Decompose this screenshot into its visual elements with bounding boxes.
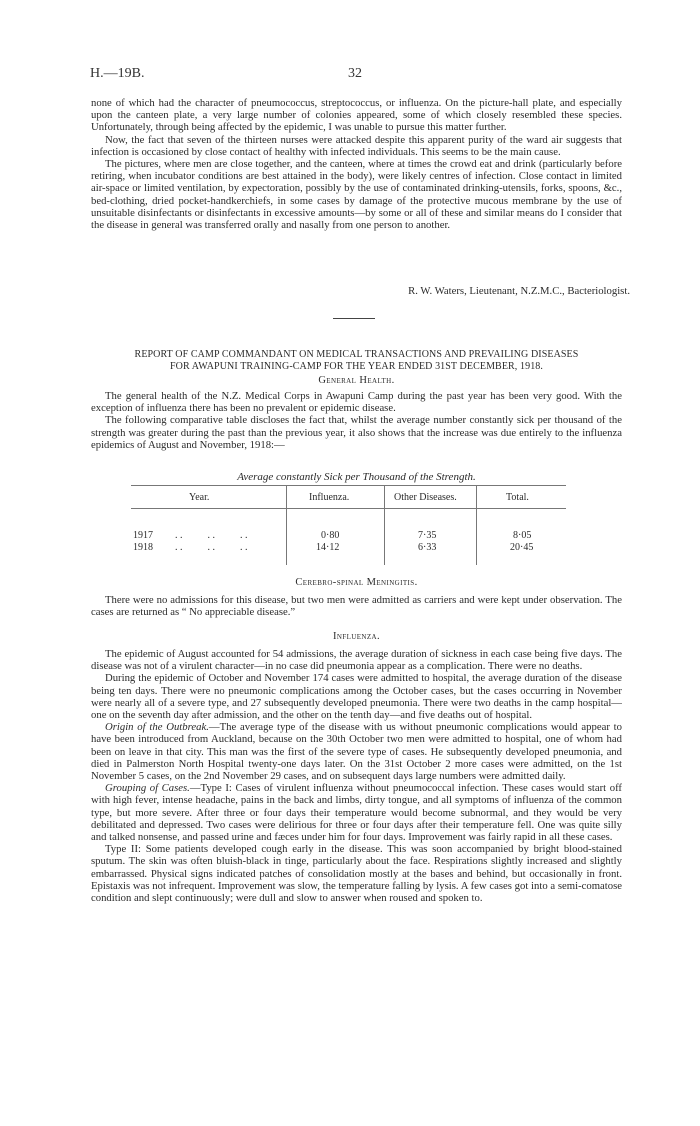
paragraph <box>91 782 622 843</box>
row-other-diseases: 7·35 <box>418 530 437 541</box>
section-divider <box>333 318 375 319</box>
row-total: 8·05 <box>513 530 532 541</box>
paragraph: Now, the fact that seven of the thirteen nurses were attacked despite this apparent purity of the ward air suggests that infection is occasioned by close contact of healthy with infected individuals. This seems to be the main cause. <box>91 133 622 158</box>
page-header <box>90 68 630 84</box>
paragraph: During the epidemic of October and November 174 cases were admitted to hospital, the average duration of the disease being ten days. There were no pneumonic complications among the October cases, but the cases occurring in November were nearly all of a severe type, and 27 subsequently developed pneumonia. There were two deaths in the camp hospital—one on the seventh day after admission, and the other on the tenth day—and five deaths out of hospital. <box>91 672 622 722</box>
row-year: 1917 <box>133 530 153 541</box>
signature: R. W. Waters, Lieutenant, N.Z.M.C., Bacteriologist. <box>408 285 630 297</box>
column-header-other-diseases: Other Diseases. <box>394 492 457 503</box>
grouping-text: —Type I: Cases of virulent influenza without pneumococcal infection. These cases would start off with high fever, intense headache, pains in the back and limbs, dirty tongue, and all symptoms of influenza of the common type, but more severe. After three or four days their temperature would become subnormal, and they would be very debilitated and depressed. Two cases were delirious for three or four days after their temperature fell. One was quite silly and talked nonsense, and passed urine and fæces under him for four days. Improvement was fairly rapid in all these cases. <box>91 782 622 844</box>
document-reference: H.—19B. <box>90 66 145 81</box>
page-number: 32 <box>348 66 362 81</box>
row-leader-dots: . . . . . . <box>175 530 248 541</box>
table-column-rule <box>384 485 385 565</box>
column-header-year: Year. <box>189 492 210 503</box>
paragraph: none of which had the character of pneumococcus, streptococcus, or influenza. On the picture-hall plate, and especially upon the canteen plate, a very large number of colonies appeared, some of which closely resembled these species. Unfortunately, through being affected by the epidemic, I was unable to pursue this matter further. <box>91 97 622 134</box>
paragraph: Type II: Some patients developed cough early in the disease. This was soon accompanied by bright blood-stained sputum. The skin was often bluish-black in tinge, particularly about the face. Respirations slightly increased and slightly embarrassed. Physical signs indicated patches of consolidation mostly at the bases and behind, but occasionally in front. Epistaxis was not infrequent. Improvement was slow, the temperature falling by lysis. A few cases got into a semi-comatose condition and slept continuously; were dull and slow to answer when roused and spoken to. <box>91 843 622 905</box>
origin-label: Origin of the Outbreak. <box>105 721 209 734</box>
section-heading-general-health: General Health. <box>318 375 395 386</box>
paragraph: The epidemic of August accounted for 54 admissions, the average duration of sickness in each case being five days. The disease was not of a virulent character—in no case did pneumonia appear as a complication. There were no deaths. <box>91 648 622 673</box>
paragraph: The following comparative table discloses the fact that, whilst the average number constantly sick per thousand of the strength was greater during the past than the previous year, it also shows that the increase was due entirely to the influenza epidemics of August and November, 1918:— <box>91 414 622 451</box>
row-year: 1918 <box>133 542 153 553</box>
report-title <box>91 349 622 372</box>
grouping-label: Grouping of Cases. <box>105 782 190 795</box>
cerebro-text <box>91 594 622 618</box>
section-heading-influenza: Influenza. <box>332 631 381 642</box>
paragraph <box>91 721 622 782</box>
table-column-rule <box>476 485 477 565</box>
influenza-text <box>91 648 622 904</box>
row-influenza: 0·80 <box>321 530 340 541</box>
sickness-table <box>131 482 566 568</box>
origin-text: —The average type of the disease with us without pneumonic complications would appear to have been introduced from Auckland, because on the 30th October two men were admitted to hospital, one of whom had been on leave in that city. This man was the first of the severe type of cases. He subsequently developed pneumonia, and died in Palmerston North Hospital twenty-one days later. On the 31st October 2 more cases were admitted, on the 1st November 5 cases, on the 2nd November 29 cases, and on subsequent days large numbers were admitted daily. <box>91 721 622 783</box>
report-title-line: FOR AWAPUNI TRAINING-CAMP FOR THE YEAR ENDED 31ST DECEMBER, 1918. <box>169 360 544 372</box>
continuation-text <box>91 97 622 231</box>
report-title-line: REPORT OF CAMP COMMANDANT ON MEDICAL TRANSACTIONS AND PREVAILING DISEASES <box>134 349 579 360</box>
row-leader-dots: . . . . . . <box>175 542 248 553</box>
column-header-total: Total. <box>506 492 529 503</box>
row-influenza: 14·12 <box>316 542 340 553</box>
table-rule <box>131 485 566 486</box>
paragraph: There were no admissions for this disease, but two men were admitted as carriers and were kept under observation. The cases are returned as “ No appreciable disease.” <box>91 594 622 619</box>
section-heading-cerebro-spinal: Cerebro-spinal Meningitis. <box>295 577 418 588</box>
paragraph: The pictures, where men are close together, and the canteen, where at times the crowd eat and drink (particularly before retiring, when incubator conditions are best attained in the body), were likely centres of infection. Close contact in limited air-space or limited ventilation, by expectoration, possibly by the use of contaminated drinking-utensils, forks, spoons, &c., bed-clothing, dried pocket-handkerchiefs, in some cases by damage of the protective mucous membrane by the use of unsuitable disinfectants or disinfectants in excessive amounts—by some or all of these and similar means do I consider that the disease in general was transferred orally and nasally from one person to another. <box>91 158 622 232</box>
row-total: 20·45 <box>510 542 534 553</box>
table-rule <box>131 508 566 509</box>
column-header-influenza: Influenza. <box>309 492 350 503</box>
row-other-diseases: 6·33 <box>418 542 437 553</box>
table-caption: Average constantly Sick per Thousand of the Strength. <box>237 471 476 483</box>
table-column-rule <box>286 485 287 565</box>
paragraph: The general health of the N.Z. Medical Corps in Awapuni Camp during the past year has been very good. With the exception of influenza there has been no prevalent or epidemic disease. <box>91 390 622 415</box>
general-health-text <box>91 390 622 451</box>
